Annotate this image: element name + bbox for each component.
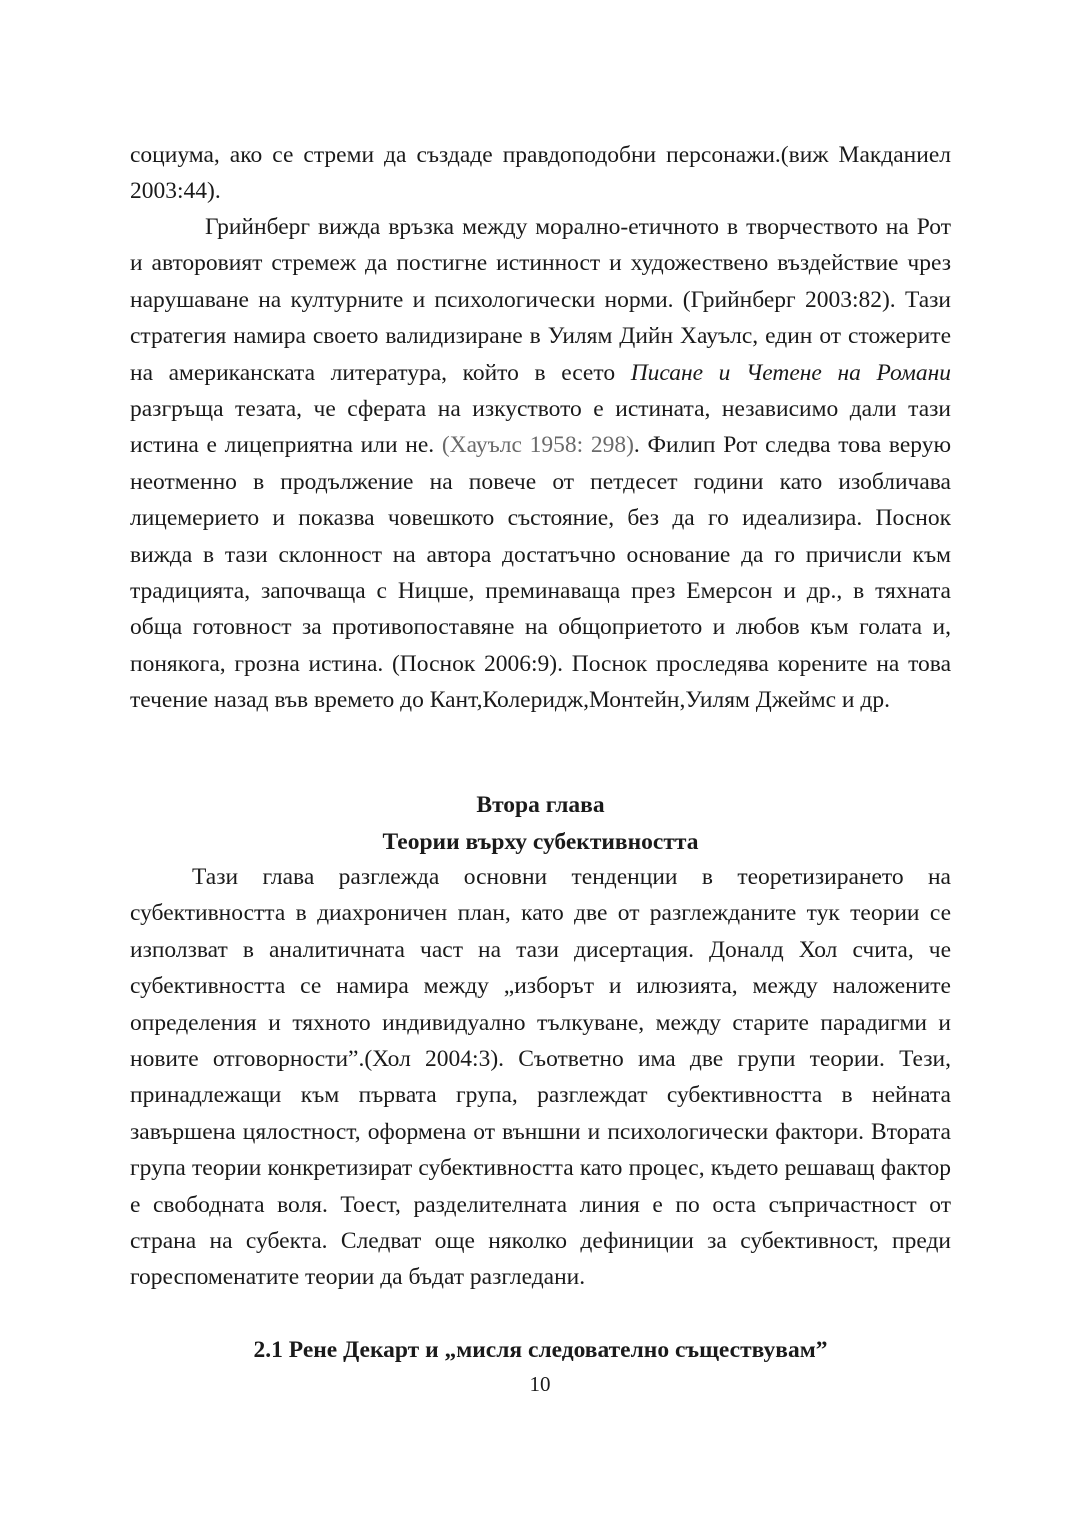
paragraph-continuation: социума, ако се стреми да създаде правдоподобни персонажи.(виж Макданиел 2003:44). (130, 142, 951, 205)
chapter-heading: Втора глава (476, 792, 605, 818)
page-number: 10 (529, 1372, 551, 1396)
section-heading: 2.1 Рене Декарт и „мисля следователно съществувам” (253, 1337, 828, 1363)
paragraph-greenberg-text-c: . Филип Рот следва това верую неотменно в продължение на повече от петдесет години като изобличава лицемерието и показва човешкото състояние, без да го идеализира. Поснок вижда в тази склонност на автора достатъчно основание да го причисли към традицията, започваща с Ницше, преминаваща през Емерсон и др., в тяхната обща готовност за противопоставяне на общоприетото и любов към голата и, понякога, грозна истина. (Поснок 2006:9). Поснок проследява корените на това течение назад във времето до Кант,Колеридж,Монтейн,Уилям Джеймс и др. (130, 432, 951, 714)
essay-title: Писане и Четене на Романи (630, 359, 951, 386)
citation-howells: (Хауълс 1958: 298) (441, 432, 634, 459)
paragraph-greenberg (130, 209, 951, 719)
chapter-title: Теории върху субективността (382, 829, 699, 855)
paragraph-greenberg-text-b: разгръща тезата, че сферата на изкуството е истината, независимо дали тази истина е лицеприятна или не. (130, 396, 951, 459)
paragraph-chapter-intro: Тази глава разглежда основни тенденции в теоретизирането на субективността в диахроничен план, като две от разглежданите тук теории се използват в аналитичната част на тази дисертация. Доналд Хол счита, че субективността се намира между „изборът и илюзията, между наложените определения и тяхното индивидуално тълкуване, между старите парадигми и новите отговорности”.(Хол 2004:3). Съответно има две групи теории. Тези, принадлежащи към първата група, разглеждат субективността в нейната завършена цялостност, оформена от външни и психологически фактори. Втората група теории конкретизират субективността като процес, където решаващ фактор е свободната воля. Тоест, разделителната линия е по оста съпричастност от страна на субекта. Следват още няколко дефиниции за субективност, преди гореспоменатите теории да бъдат разгледани. (130, 864, 951, 1291)
paragraph-greenberg-text-a: Грийнберг вижда връзка между морално-етичното в творчеството на Рот и авторовият стремеж да постигне истинност и художествено въздействие чрез нарушаване на културните и психологически норми. (Грийнберг 2003:82). Тази стратегия намира своето валидизиране в Уилям Дийн Хауълс, един от стожерите на американската литература, който в есето (130, 214, 951, 386)
